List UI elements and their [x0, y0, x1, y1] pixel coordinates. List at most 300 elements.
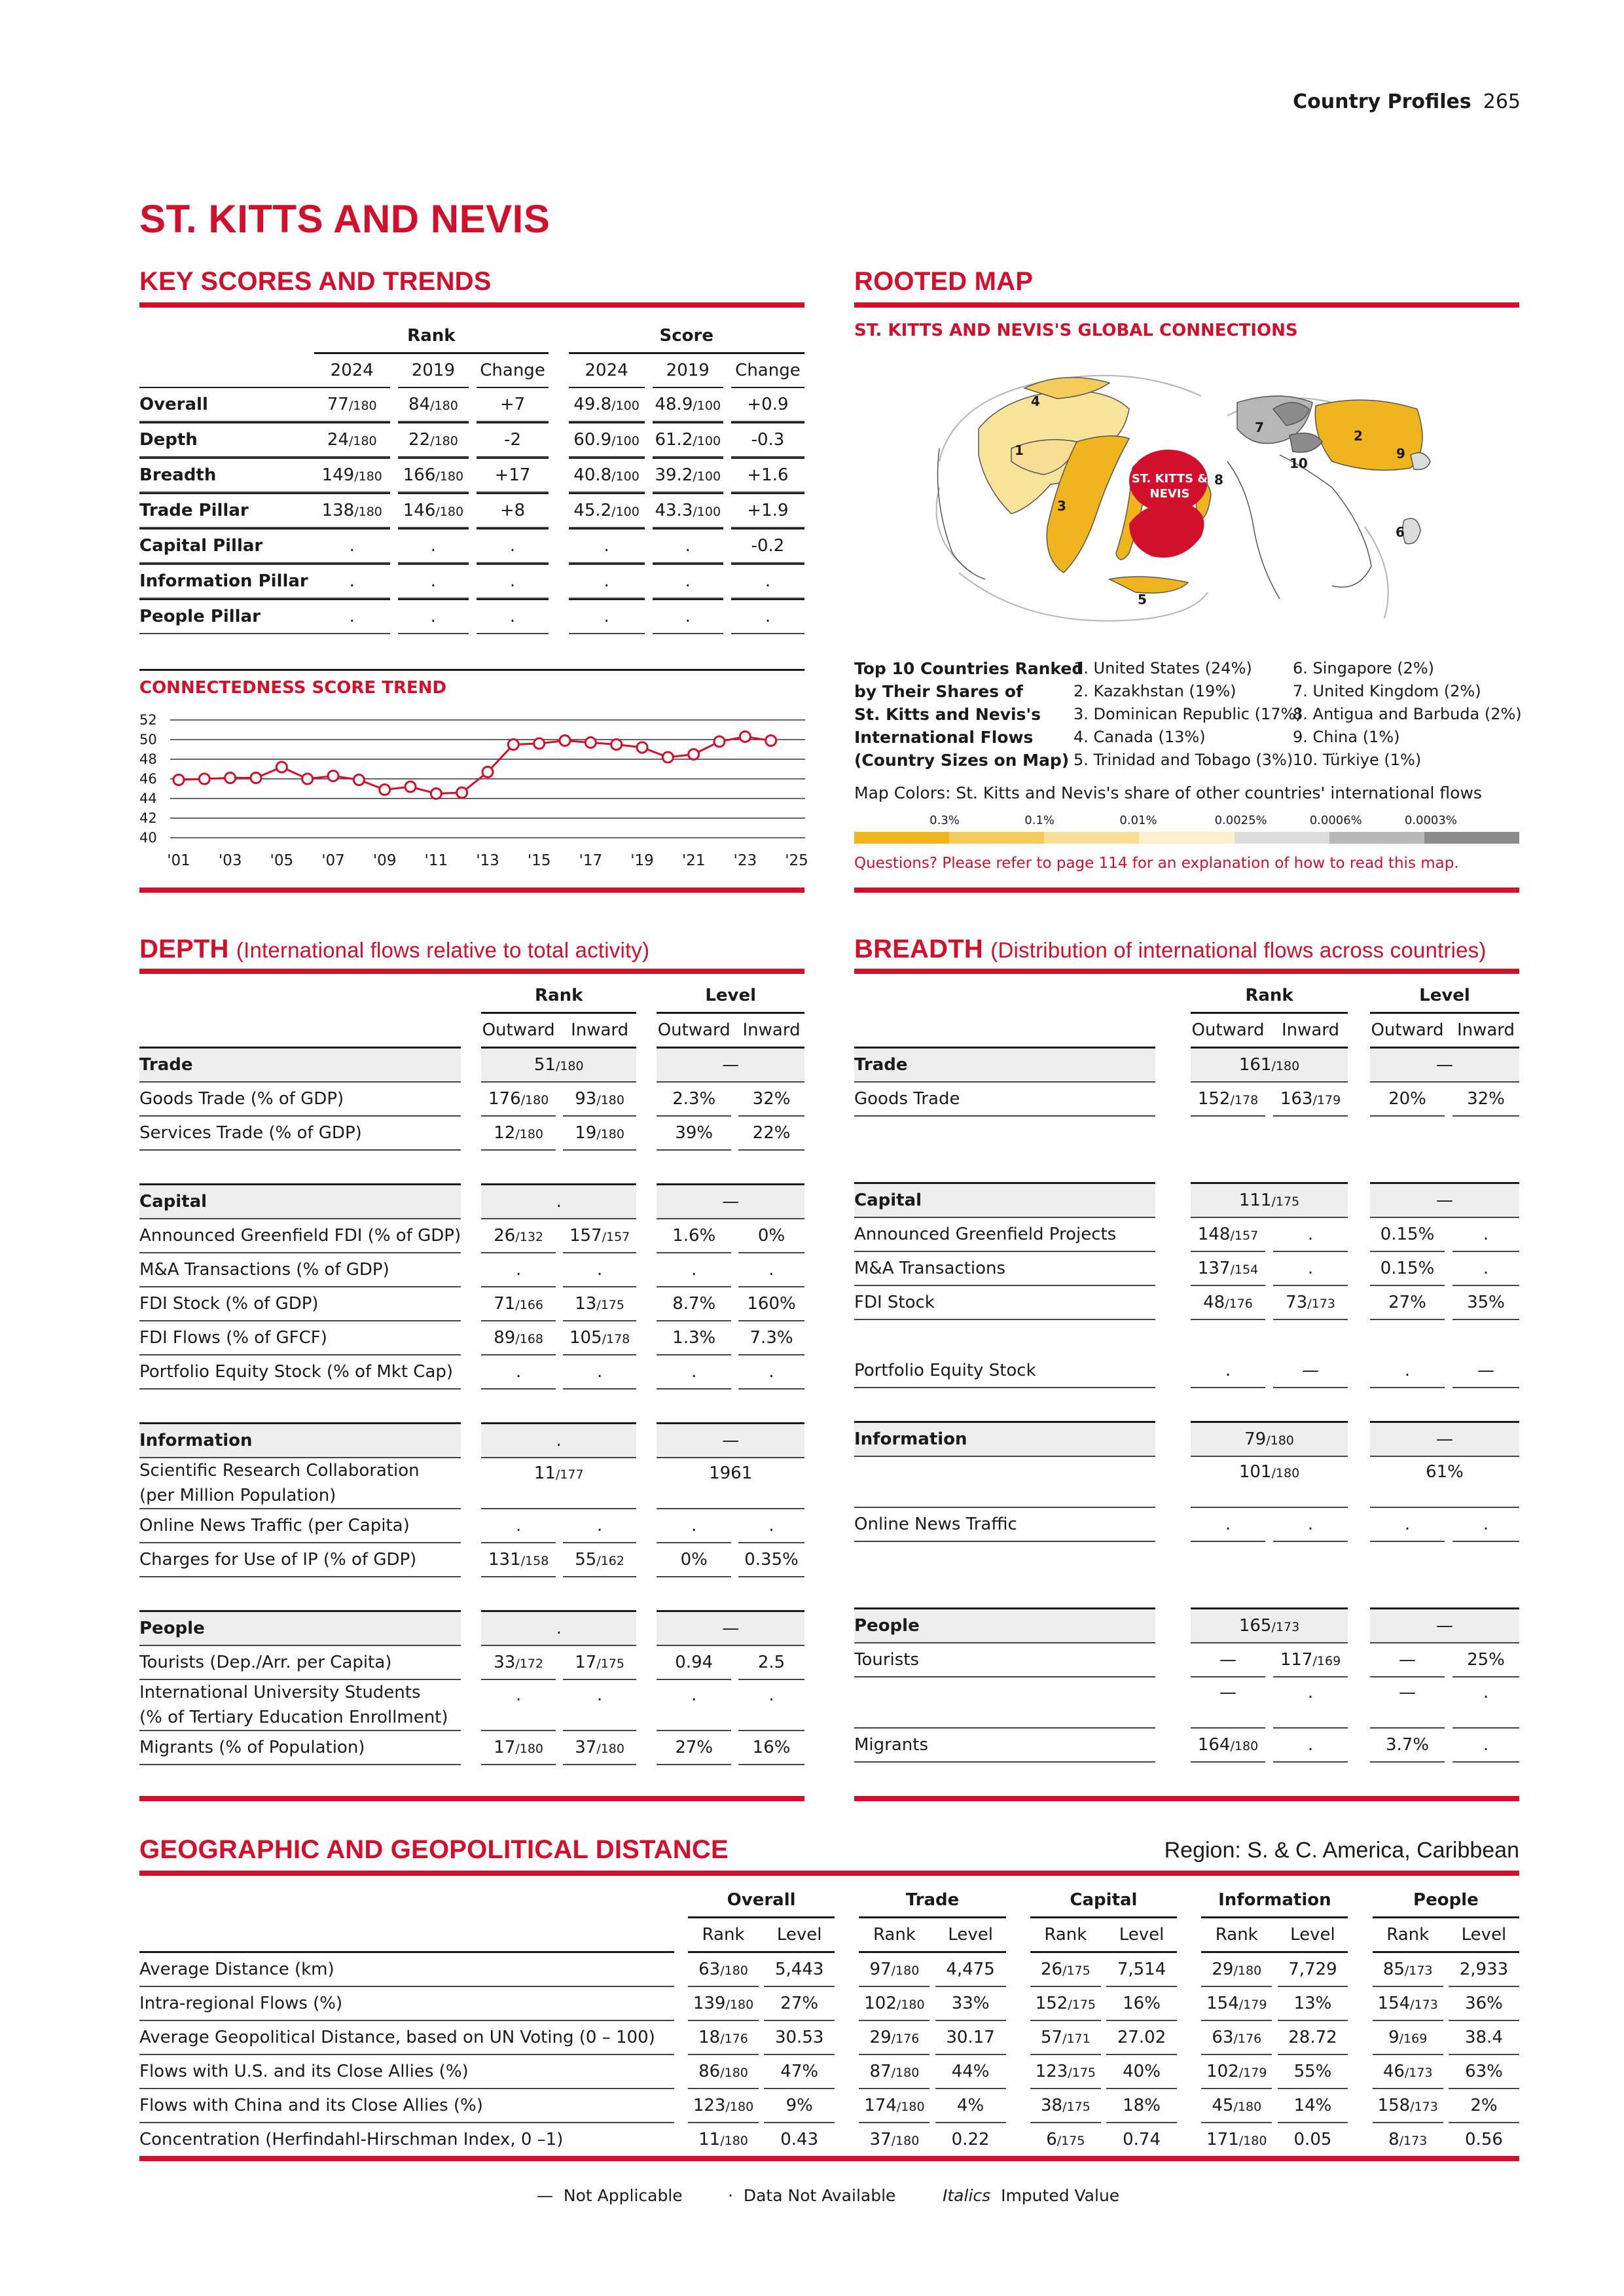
geo-region: Region: S. & C. America, Caribbean	[1164, 1838, 1519, 1863]
geo-rank	[1030, 2123, 1101, 2157]
x-tick-label: '17	[579, 852, 603, 869]
pillar-row	[139, 1610, 804, 1646]
score-2024	[569, 528, 645, 564]
data-point	[766, 736, 776, 746]
rank-outward	[481, 1355, 556, 1390]
key-score-row	[139, 599, 804, 634]
rank-2019	[398, 457, 469, 493]
rank-outward	[481, 1117, 556, 1151]
metric-row	[854, 1286, 1519, 1320]
pillar-level: —	[1370, 1182, 1519, 1218]
rank-inward-denominator: /178	[602, 1332, 630, 1346]
rank-change: -2	[477, 422, 549, 457]
map-marker-3: 3	[1057, 498, 1066, 514]
rank-group-header: Rank	[314, 319, 549, 354]
key-score-row	[139, 457, 804, 493]
map-country-singapore	[1403, 518, 1420, 544]
geo-rank-denominator: /180	[896, 1998, 925, 2012]
group-header-row	[139, 979, 804, 1014]
geo-row-label: Concentration (Herfindahl-Hirschman Index, 0 –1)	[139, 2123, 674, 2157]
score-change: .	[731, 599, 804, 634]
rank-inward	[1273, 1218, 1348, 1252]
geo-level: 30.17	[935, 2021, 1006, 2055]
score-2019	[653, 599, 723, 634]
data-point	[534, 738, 545, 749]
pillar-rank	[481, 1183, 636, 1219]
rank-inward	[563, 1680, 636, 1731]
rank-inward	[563, 1287, 636, 1321]
geo-rank-value: 123	[693, 2096, 726, 2115]
metric-label: Tourists (Dep./Arr. per Capita)	[139, 1646, 461, 1680]
geo-group-row	[139, 1884, 1519, 1918]
rank-inward-value: .	[1307, 1683, 1314, 1702]
metric-label: Migrants	[854, 1729, 1155, 1763]
geo-rank	[1373, 2055, 1443, 2089]
scale-swatch	[949, 832, 1044, 844]
col-level-outward: Outward	[1371, 1020, 1444, 1040]
geo-rank-denominator: /180	[725, 1998, 754, 2012]
geo-rank	[1030, 2021, 1101, 2055]
data-point	[302, 774, 313, 784]
geo-col-rank: Rank	[1373, 1918, 1443, 1953]
x-tick-label: '03	[218, 852, 242, 869]
rank-outward-value: .	[1225, 1361, 1231, 1380]
geo-rank	[1201, 2055, 1272, 2089]
x-tick-label: '25	[785, 852, 808, 869]
geo-level: 7,729	[1278, 1953, 1348, 1987]
metric-rank-value: 11	[533, 1463, 556, 1483]
col-rank-outward: Outward	[1191, 1020, 1265, 1040]
geo-rank-denominator: /179	[1238, 2066, 1267, 2080]
x-tick-label: '05	[270, 852, 294, 869]
data-point	[689, 749, 699, 760]
metric-row	[854, 1643, 1519, 1677]
map-home-label-1: ST. KITTS &	[1131, 472, 1208, 486]
rank-outward-denominator: /158	[520, 1554, 549, 1568]
top10-heading-line: by Their Shares of	[854, 682, 1023, 701]
metric-label: Online News Traffic	[854, 1508, 1155, 1542]
rank-2019-value: 22	[408, 430, 431, 450]
scale-swatch	[1329, 832, 1424, 844]
rooted-map-subtitle: ST. KITTS AND NEVIS'S GLOBAL CONNECTIONS	[854, 321, 1298, 340]
top10-item: 9. China (1%)	[1293, 728, 1400, 746]
scale-swatch	[1235, 832, 1329, 844]
map-marker-6: 6	[1396, 524, 1405, 540]
score-change: +1.6	[731, 457, 804, 493]
top10-item: 8. Antigua and Barbuda (2%)	[1293, 705, 1522, 723]
key-score-row	[139, 387, 804, 422]
spacer-row	[139, 1151, 804, 1183]
geo-rank-denominator: /175	[1068, 2066, 1096, 2080]
top10-item: 5. Trinidad and Tobago (3%)	[1074, 751, 1293, 769]
map-region-south-america-outline	[938, 448, 986, 579]
scale-label: 0.0025%	[1214, 814, 1267, 827]
metric-label	[139, 1680, 461, 1731]
rank-2024	[314, 422, 390, 457]
level-outward: 8.7%	[657, 1287, 731, 1321]
rank-outward-value: 26	[494, 1226, 516, 1246]
geo-level: 30.53	[764, 2021, 835, 2055]
metric-row	[139, 1731, 804, 1765]
level-outward: 1.6%	[657, 1219, 731, 1253]
score-2019-value: .	[685, 536, 691, 556]
rank-inward	[563, 1731, 636, 1765]
rank-group-header: Rank	[481, 979, 636, 1014]
rank-outward	[1191, 1354, 1265, 1388]
rank-inward-value: .	[1307, 1515, 1314, 1534]
level-inward: 0.35%	[738, 1543, 804, 1577]
map-home-label-2: NEVIS	[1149, 487, 1190, 501]
rank-2019-denominator: /180	[430, 399, 458, 413]
rank-outward-denominator: /180	[520, 1093, 549, 1107]
top10-list-left	[1074, 657, 1302, 772]
rank-2024-value: .	[349, 571, 355, 591]
rank-outward-denominator: /168	[515, 1332, 544, 1346]
spacer-row	[139, 1577, 804, 1610]
rank-inward-value: .	[1307, 1259, 1314, 1278]
rank-2019	[398, 564, 469, 599]
spacer-row	[854, 1388, 1519, 1421]
rank-inward	[1273, 1677, 1348, 1729]
score-2024-denominator: /100	[611, 505, 640, 519]
geo-col-level: Level	[1106, 1918, 1177, 1953]
score-2019-value: .	[685, 571, 691, 591]
pillar-rank	[1191, 1047, 1348, 1083]
map-bottom-rule	[854, 888, 1519, 893]
level-outward: 0.94	[657, 1646, 731, 1680]
score-2019-denominator: /100	[693, 399, 721, 413]
metric-label: Tourists	[854, 1643, 1155, 1677]
level-group-header: Level	[657, 979, 804, 1014]
score-2019-denominator: /100	[693, 469, 721, 484]
pillar-rank	[481, 1610, 636, 1646]
geo-row	[139, 1953, 1519, 1987]
rank-outward-denominator: /166	[515, 1298, 544, 1312]
rank-2024-denominator: /180	[348, 399, 377, 413]
geo-rank-value: 18	[698, 2028, 721, 2047]
metric-label	[854, 1677, 1155, 1729]
col-rank-inward: Inward	[1281, 1020, 1340, 1040]
geo-col-level: Level	[1449, 1918, 1519, 1953]
rank-inward-denominator: /180	[596, 1093, 624, 1107]
score-2019-value: 39.2	[655, 465, 693, 485]
geo-rank-denominator: /169	[1399, 2032, 1428, 2046]
geo-col-level: Level	[764, 1918, 835, 1953]
geo-level: 2,933	[1449, 1953, 1519, 1987]
level-outward: .	[1370, 1354, 1445, 1388]
rank-inward-value: 73	[1286, 1293, 1308, 1312]
key-scores-title: KEY SCORES AND TRENDS	[139, 267, 492, 296]
level-outward: 0%	[657, 1543, 731, 1577]
pillar-rank-denominator: /180	[1271, 1059, 1300, 1073]
rank-outward-value: .	[1225, 1515, 1231, 1534]
rank-group-header: Rank	[1191, 979, 1348, 1014]
map-region-africa-outline	[1280, 455, 1371, 587]
level-inward: .	[738, 1355, 804, 1390]
data-point	[353, 775, 364, 785]
metric-rank-denominator: /177	[555, 1467, 584, 1482]
geo-rank-value: 11	[698, 2130, 721, 2149]
rank-inward-value: .	[596, 1362, 603, 1382]
geo-rank	[688, 2089, 759, 2123]
metric-label: Migrants (% of Population)	[139, 1731, 461, 1765]
rank-outward-value: 17	[494, 1738, 516, 1757]
legend-italics: Italics	[943, 2186, 991, 2205]
pillar-level: —	[1370, 1607, 1519, 1643]
pillar-level: —	[1370, 1421, 1519, 1457]
score-2024	[569, 387, 645, 422]
rank-2019-value: 146	[403, 501, 436, 520]
map-marker-1: 1	[1015, 442, 1024, 458]
pillar-rank	[481, 1422, 636, 1458]
series-line	[179, 737, 771, 794]
geo-rank	[859, 1987, 929, 2021]
geo-group-header: Information	[1201, 1884, 1348, 1918]
level-inward: 2.5	[738, 1646, 804, 1680]
rank-2024	[314, 493, 390, 528]
rooted-map	[913, 357, 1496, 645]
y-tick-label: 46	[139, 771, 157, 787]
rank-inward-denominator: /175	[596, 1657, 624, 1671]
rank-outward-value: 71	[494, 1294, 516, 1314]
score-2019-value: 43.3	[655, 501, 693, 520]
geo-rank	[859, 2055, 929, 2089]
pillar-rank-denominator: /175	[1271, 1194, 1300, 1209]
score-2024-value: 49.8	[573, 395, 612, 414]
score-2019-denominator: /100	[693, 505, 721, 519]
geo-rank-value: 85	[1382, 1960, 1405, 1979]
rank-inward	[563, 1646, 636, 1680]
pillar-rank-value: 51	[533, 1055, 556, 1075]
rank-inward-denominator: /169	[1312, 1654, 1341, 1668]
data-point	[560, 736, 570, 746]
level-outward: 39%	[657, 1117, 731, 1151]
rank-2019	[398, 599, 469, 634]
geo-rank-value: 102	[1206, 2062, 1239, 2081]
rank-inward	[1273, 1643, 1348, 1677]
geo-level: 7,514	[1106, 1953, 1177, 1987]
rank-inward-denominator: /162	[596, 1554, 624, 1568]
level-inward: 22%	[738, 1117, 804, 1151]
geo-group-header: Capital	[1030, 1884, 1177, 1918]
data-point	[199, 774, 209, 784]
rank-inward-denominator: /180	[596, 1742, 624, 1756]
rank-2024-value: 77	[327, 395, 349, 414]
geo-rank-denominator: /180	[1233, 1964, 1262, 1978]
rank-outward	[481, 1083, 556, 1117]
geo-rank-denominator: /180	[720, 2066, 748, 2080]
y-tick-label: 42	[139, 810, 157, 826]
pillar-rank-value: 161	[1238, 1055, 1272, 1075]
metric-level: 1961	[657, 1458, 804, 1509]
geo-level: 27.02	[1106, 2021, 1177, 2055]
geo-rank	[1373, 2021, 1443, 2055]
data-point	[173, 775, 184, 785]
pillar-level: —	[657, 1610, 804, 1646]
level-outward: .	[1370, 1508, 1445, 1542]
geo-rank	[859, 1953, 929, 1987]
geo-rank-denominator: /180	[1233, 2100, 1262, 2114]
pillar-row	[139, 1183, 804, 1219]
metric-label: M&A Transactions (% of GDP)	[139, 1253, 461, 1287]
geo-rank	[688, 1987, 759, 2021]
geo-col-rank: Rank	[859, 1918, 929, 1953]
depth-subtitle: (International flows relative to total activity)	[236, 938, 650, 962]
rank-2024	[314, 457, 390, 493]
geo-group-header: People	[1373, 1884, 1519, 1918]
pillar-rank	[1191, 1182, 1348, 1218]
rank-outward-value: .	[516, 1362, 522, 1382]
map-marker-8: 8	[1214, 472, 1223, 488]
legend-not-applicable	[537, 2186, 683, 2205]
geo-rank-denominator: /176	[720, 2032, 748, 2046]
score-2019-value: 48.9	[655, 395, 693, 414]
rank-outward-value: 89	[494, 1328, 516, 1348]
rank-2019	[398, 422, 469, 457]
geo-row	[139, 2089, 1519, 2123]
data-point	[662, 752, 673, 762]
geo-row-label: Average Geopolitical Distance, based on UN Voting (0 – 100)	[139, 2021, 674, 2055]
level-outward: 3.7%	[1370, 1729, 1445, 1763]
depth-rule	[139, 969, 804, 974]
key-score-row	[139, 564, 804, 599]
pillar-rank-denominator: /180	[555, 1059, 584, 1073]
map-scale-bar	[854, 832, 1519, 844]
geo-rank-denominator: /176	[1233, 2032, 1262, 2046]
column-header-row	[854, 1014, 1519, 1047]
column-header-row	[139, 1014, 804, 1047]
rank-outward-denominator: /180	[1230, 1739, 1259, 1753]
x-tick-label: '19	[630, 852, 654, 869]
rank-change: .	[477, 564, 549, 599]
geo-rank-value: 8	[1388, 2130, 1399, 2149]
rank-inward	[563, 1219, 636, 1253]
geo-level: 4,475	[935, 1953, 1006, 1987]
group-header-row	[854, 979, 1519, 1014]
top10-heading	[854, 657, 1083, 772]
rank-outward	[1191, 1218, 1265, 1252]
top10-item: 7. United Kingdom (2%)	[1293, 682, 1481, 700]
page-number: 265	[1483, 90, 1521, 113]
rank-outward	[481, 1731, 556, 1765]
map-marker-4: 4	[1031, 393, 1040, 409]
geo-rank	[688, 2055, 759, 2089]
score-2019-value: 61.2	[655, 430, 693, 450]
level-inward: 7.3%	[738, 1321, 804, 1355]
top10-item: 1. United States (24%)	[1074, 659, 1252, 677]
rank-change: +17	[477, 457, 549, 493]
metric-row	[139, 1680, 804, 1731]
geo-rank-value: 102	[864, 1994, 897, 2013]
geo-rank	[1373, 1953, 1443, 1987]
metric-label: Charges for Use of IP (% of GDP)	[139, 1543, 461, 1577]
geo-rank-value: 86	[698, 2062, 721, 2081]
metric-row	[854, 1729, 1519, 1763]
pillar-rank-value: .	[556, 1192, 562, 1211]
rank-outward-denominator: /180	[515, 1127, 544, 1141]
metric-label-line: Scientific Research Collaboration	[139, 1461, 420, 1480]
metric-row	[854, 1354, 1519, 1388]
x-tick-label: '01	[167, 852, 190, 869]
level-outward: —	[1370, 1643, 1445, 1677]
rank-outward	[1191, 1508, 1265, 1542]
rank-outward	[1191, 1083, 1265, 1117]
metric-row	[139, 1458, 804, 1509]
pillar-rank-value: .	[556, 1619, 562, 1638]
geo-rank-value: 174	[864, 2096, 897, 2115]
rank-inward	[1273, 1252, 1348, 1286]
map-country-china	[1411, 453, 1430, 470]
metric-row	[854, 1508, 1519, 1542]
rank-outward-value: 176	[488, 1089, 521, 1109]
data-point	[405, 781, 416, 792]
pillar-rank	[1191, 1607, 1348, 1643]
pillar-label: Information	[139, 1422, 461, 1458]
rank-outward-value: 12	[494, 1123, 516, 1143]
geo-level: 13%	[1278, 1987, 1348, 2021]
map-colors-caption: Map Colors: St. Kitts and Nevis's share of other countries' international flows	[854, 783, 1482, 802]
pillar-label: Trade	[139, 1047, 461, 1083]
geo-level: 2%	[1449, 2089, 1519, 2123]
score-2024-denominator: /100	[611, 399, 640, 413]
top10-heading-line: (Country Sizes on Map)	[854, 751, 1070, 770]
rank-inward-value: .	[596, 1516, 603, 1535]
score-group-header: Score	[569, 319, 804, 354]
metric-row	[854, 1252, 1519, 1286]
score-change: +1.9	[731, 493, 804, 528]
data-point	[714, 736, 725, 747]
map-marker-10: 10	[1290, 456, 1308, 471]
geo-rank-value: 29	[1212, 1960, 1234, 1979]
metric-label-line: (% of Tertiary Education Enrollment)	[139, 1708, 448, 1727]
geo-table	[139, 1884, 1519, 2157]
geo-rank-denominator: /180	[896, 2100, 925, 2114]
metric-row	[139, 1509, 804, 1543]
geo-row	[139, 2021, 1519, 2055]
data-point	[225, 773, 236, 783]
geo-rank-value: 63	[698, 1960, 721, 1979]
pillar-label: Capital	[854, 1182, 1155, 1218]
level-outward: 2.3%	[657, 1083, 731, 1117]
rank-outward	[481, 1321, 556, 1355]
geo-rank-value: 171	[1206, 2130, 1239, 2149]
rank-outward-value: —	[1219, 1683, 1236, 1702]
scale-label: 0.01%	[1119, 814, 1157, 827]
data-point	[328, 771, 338, 781]
level-inward: .	[1453, 1218, 1519, 1252]
map-note: Questions? Please refer to page 114 for an explanation of how to read this map.	[854, 855, 1459, 872]
geo-rank-value: 158	[1377, 2096, 1411, 2115]
key-score-label: Capital Pillar	[139, 528, 314, 564]
score-2024	[569, 422, 645, 457]
level-inward: .	[1453, 1677, 1519, 1729]
geo-level: 0.05	[1278, 2123, 1348, 2157]
key-score-label: Overall	[139, 387, 314, 422]
metric-rank	[1191, 1457, 1348, 1508]
rank-outward	[481, 1253, 556, 1287]
section-title: Country Profiles	[1293, 90, 1471, 113]
legend-imputed-text: Imputed Value	[1001, 2186, 1120, 2205]
top10-item: 3. Dominican Republic (17%)	[1074, 705, 1302, 723]
geo-rank	[1201, 2089, 1272, 2123]
rank-2024-value: .	[349, 607, 355, 626]
score-2024	[569, 564, 645, 599]
col-rank-change: Change	[480, 361, 545, 380]
level-outward: 1.3%	[657, 1321, 731, 1355]
rank-2024	[314, 564, 390, 599]
rank-outward-value: 137	[1197, 1259, 1231, 1278]
geo-rank-value: 154	[1377, 1994, 1411, 2013]
